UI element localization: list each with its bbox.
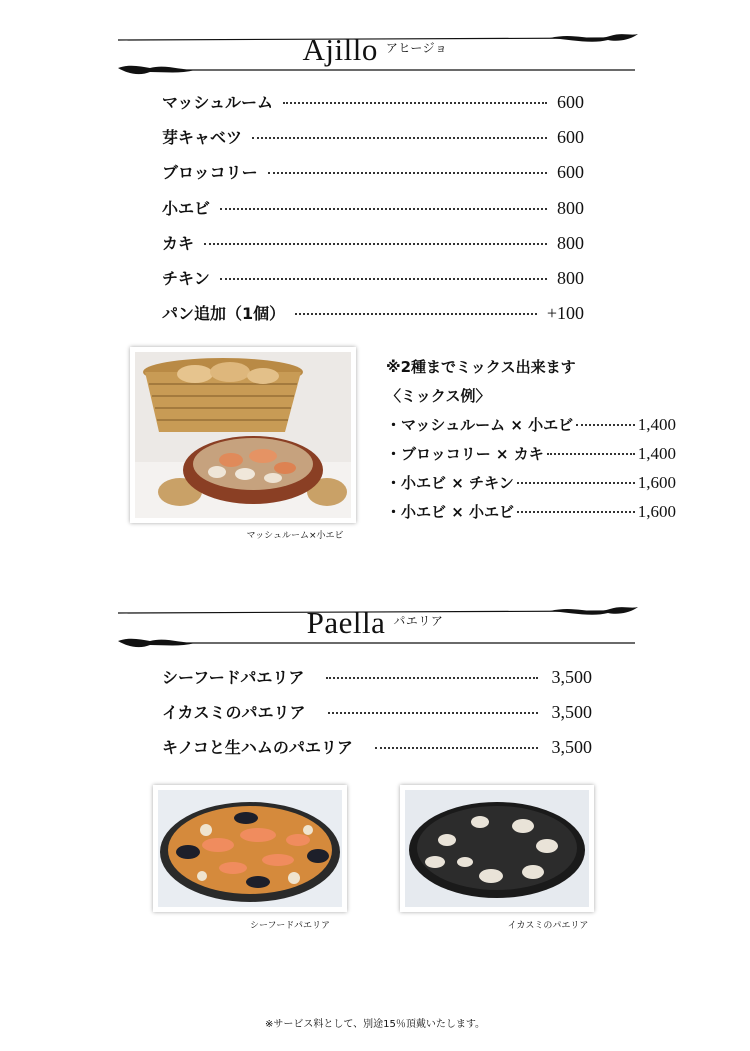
mix-notes	[386, 356, 676, 530]
menu-item	[162, 665, 592, 688]
leader-dots	[295, 313, 537, 315]
leader-dots	[220, 208, 547, 210]
menu-item	[162, 231, 584, 254]
mix-heading: 〈ミックス例〉	[386, 387, 491, 405]
menu-item	[162, 266, 584, 289]
mix-example-price: 1,600	[637, 473, 676, 492]
menu-item-price: 800	[557, 198, 584, 218]
menu-item-name: ブロッコリー	[162, 163, 258, 182]
menu-item	[162, 301, 584, 324]
menu-item-name: シーフードパエリア	[162, 668, 305, 687]
mix-example	[386, 414, 676, 443]
ajillo-title-en: Ajillo	[302, 32, 378, 67]
paella-title-en: Paella	[306, 605, 386, 640]
mix-example	[386, 501, 676, 530]
leader-dots	[517, 482, 635, 484]
mix-example-name: ・小エビ × チキン	[386, 474, 514, 492]
paella-title-ja: パエリア	[393, 614, 444, 628]
menu-item	[162, 90, 584, 113]
service-charge-note: ※サービス料として、別途15％頂戴いたします。	[264, 1019, 486, 1030]
leader-dots	[517, 511, 635, 513]
squid-ink-paella-image	[405, 790, 589, 907]
leader-dots	[252, 137, 547, 139]
menu-item-price: 600	[557, 127, 584, 147]
ajillo-dish-image	[135, 352, 351, 518]
menu-item-name: チキン	[162, 269, 210, 288]
seafood-paella-caption: シーフードパエリア	[249, 921, 331, 931]
menu-item-price: 600	[557, 92, 584, 112]
menu-item-name: 小エビ	[162, 199, 211, 218]
menu-item	[162, 196, 584, 219]
menu-item-name: キノコと生ハムのパエリア	[162, 738, 353, 757]
menu-item	[162, 160, 584, 183]
paella-title	[110, 605, 640, 641]
mix-example-name: ・マッシュルーム × 小エビ	[386, 416, 574, 434]
leader-dots	[326, 677, 537, 679]
ajillo-title-ja: アヒージョ	[385, 41, 448, 55]
menu-item-price: 600	[557, 162, 584, 182]
ajillo-header	[110, 30, 640, 78]
seafood-paella-image	[158, 790, 342, 907]
paella-header	[110, 603, 640, 651]
mix-example-name: ・小エビ × 小エビ	[386, 503, 515, 521]
leader-dots	[204, 243, 547, 245]
leader-dots	[576, 424, 635, 426]
leader-dots	[547, 453, 635, 455]
mix-example-price: 1,400	[637, 415, 676, 434]
menu-item	[162, 700, 592, 723]
ajillo-title	[110, 32, 640, 68]
squid-ink-paella-photo	[400, 785, 594, 912]
squid-ink-paella-caption: イカスミのパエリア	[507, 921, 589, 931]
menu-item-price: 800	[557, 233, 584, 253]
menu-item	[162, 125, 584, 148]
menu-item-name: イカスミのパエリア	[162, 703, 306, 722]
seafood-paella-photo	[153, 785, 347, 912]
mix-example	[386, 443, 676, 472]
leader-dots	[220, 278, 547, 280]
mix-example	[386, 472, 676, 501]
mix-example-price: 1,400	[637, 444, 676, 463]
menu-item-name: 芽キャベツ	[162, 128, 243, 147]
menu-item-name: マッシュルーム	[162, 93, 274, 112]
menu-item	[162, 735, 592, 758]
menu-item-price: +100	[546, 303, 584, 323]
menu-item-price: 800	[557, 268, 584, 288]
menu-item-price: 3,500	[551, 702, 592, 722]
mix-note: ※2種までミックス出来ます	[386, 358, 576, 376]
menu-item-price: 3,500	[551, 667, 592, 687]
menu-item-name: カキ	[162, 234, 195, 253]
leader-dots	[283, 102, 547, 104]
mix-example-price: 1,600	[637, 502, 676, 521]
ajillo-photo-caption: マッシュルーム×小エビ	[246, 531, 344, 541]
leader-dots	[268, 172, 547, 174]
menu-item-name: パン追加（1個）	[162, 304, 286, 323]
mix-example-name: ・ブロッコリー × カキ	[386, 445, 544, 463]
leader-dots	[328, 712, 538, 714]
menu-item-price: 3,500	[551, 737, 592, 757]
ajillo-photo	[130, 347, 356, 523]
leader-dots	[375, 747, 538, 749]
